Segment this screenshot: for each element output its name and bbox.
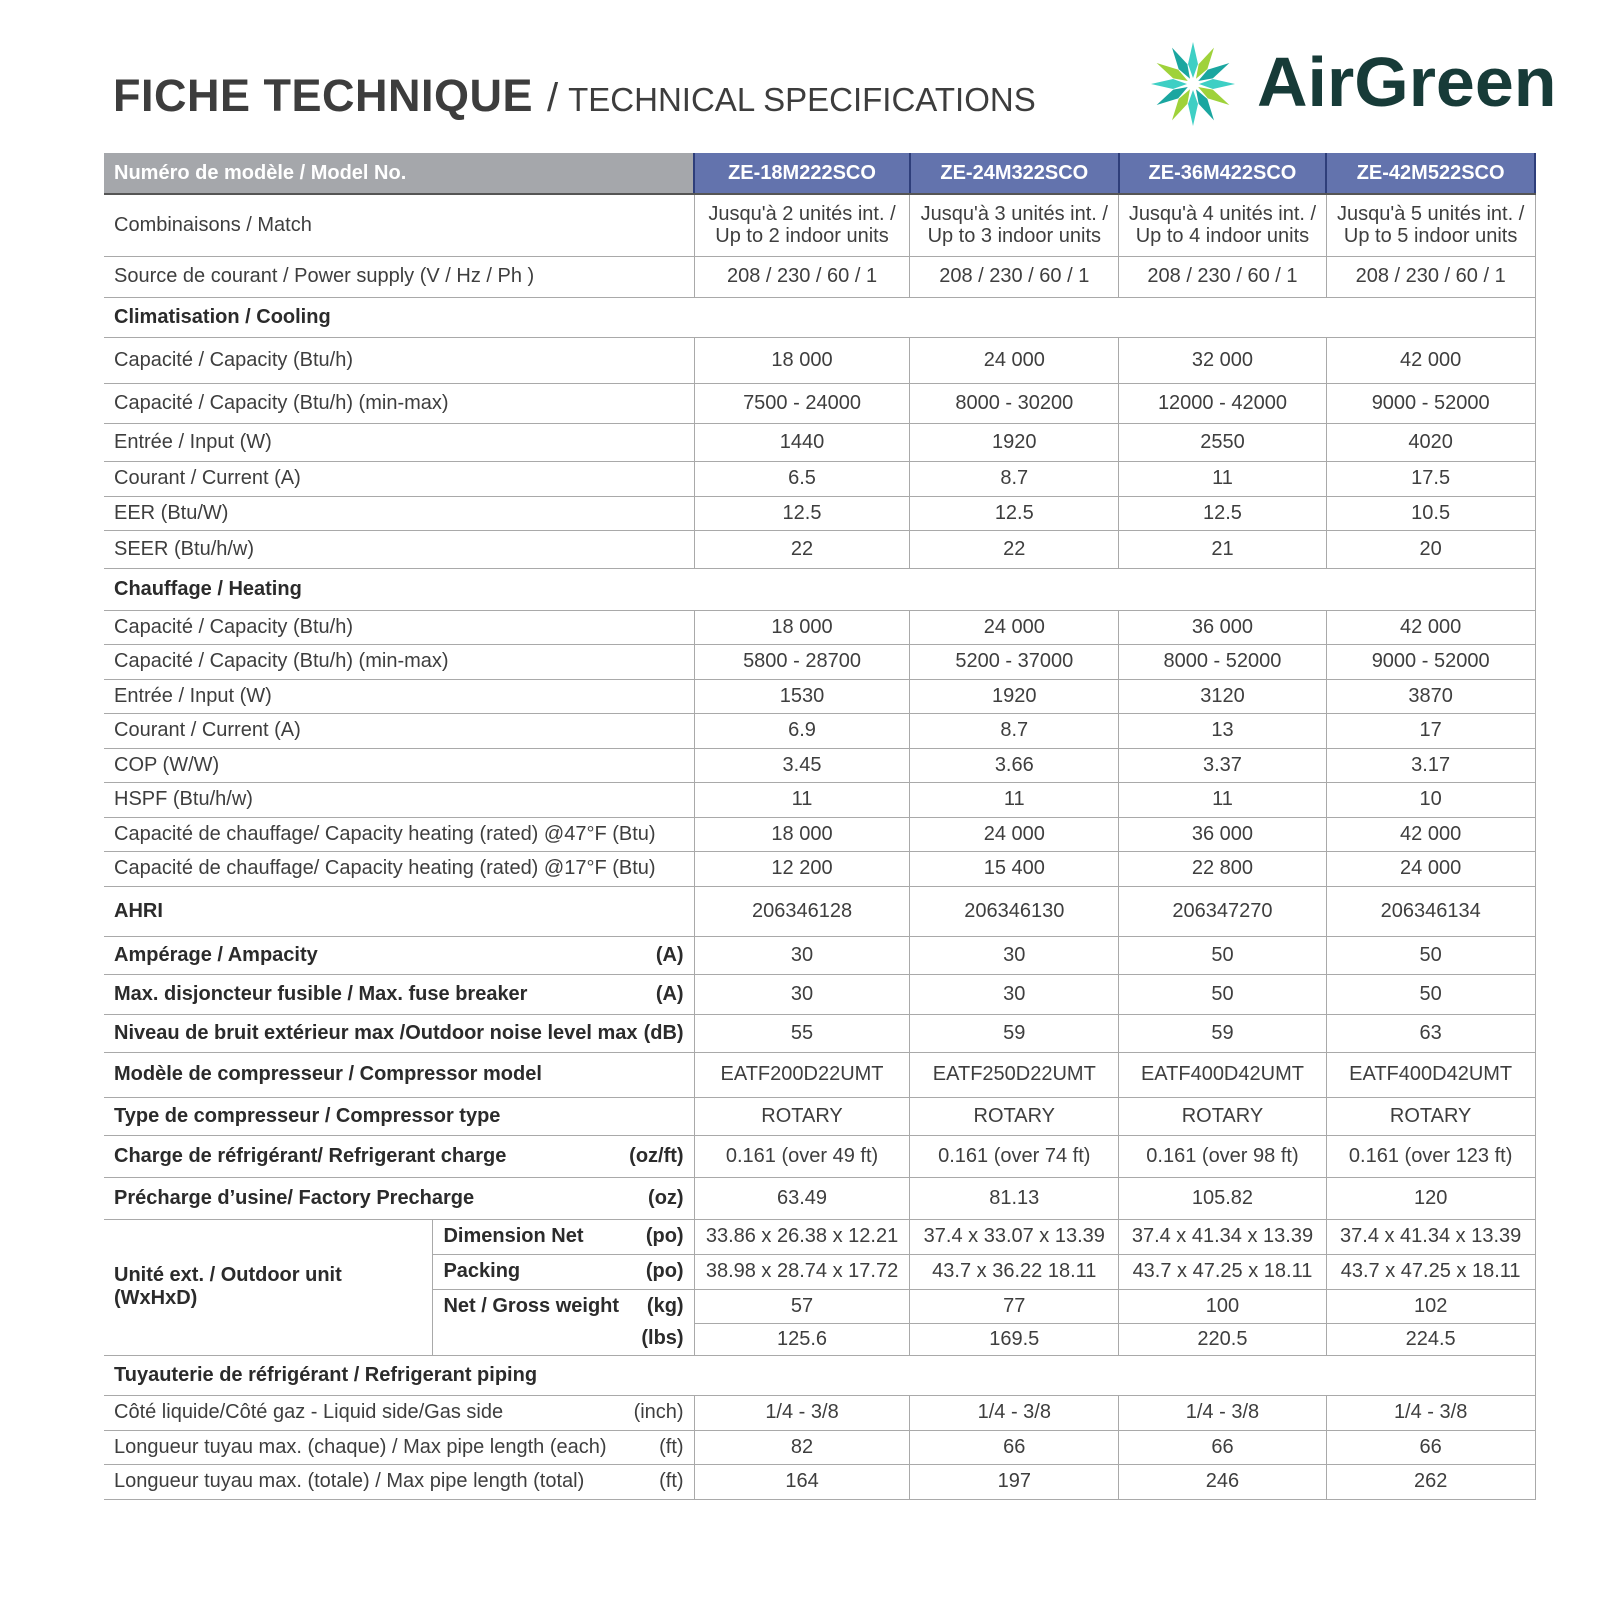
heating-row xyxy=(104,851,1535,886)
value-cell: 6.5 xyxy=(694,461,910,496)
compressor-type-row xyxy=(104,1097,1535,1135)
value-cell: 125.6 xyxy=(694,1323,910,1355)
match-fr: Jusqu'à 3 unités int. / xyxy=(920,203,1108,226)
value-cell: 102 xyxy=(1326,1289,1535,1323)
value-cell: 30 xyxy=(694,974,910,1014)
value-cell: 0.161 (over 49 ft) xyxy=(694,1135,910,1177)
unit-text: (A) xyxy=(655,982,684,1005)
value-cell: 100 xyxy=(1119,1289,1327,1323)
match-en: Up to 3 indoor units xyxy=(927,225,1101,248)
label-text: AHRI xyxy=(114,899,163,922)
label-text: Capacité de chauffage/ Capacity heating (rated) @47°F (Btu) xyxy=(114,822,656,845)
heating-row xyxy=(104,748,1535,782)
label-text: Courant / Current (A) xyxy=(114,467,301,489)
value-cell: 18 000 xyxy=(694,610,910,644)
unit-text: (oz/ft) xyxy=(629,1144,684,1167)
section-title: Chauffage / Heating xyxy=(104,568,1535,610)
value-cell: 24 000 xyxy=(910,337,1119,383)
label-text: Net / Gross weight xyxy=(443,1294,620,1317)
label-text: Type de compresseur / Compressor type xyxy=(114,1104,501,1127)
section-title: Tuyauterie de réfrigérant / Refrigerant piping xyxy=(104,1355,1535,1395)
value-cell: 262 xyxy=(1326,1464,1535,1499)
cooling-row xyxy=(104,530,1535,568)
value-cell: 15 400 xyxy=(910,851,1119,886)
outdoor-sublabel xyxy=(433,1289,694,1323)
value-cell: 206347270 xyxy=(1119,886,1327,936)
title-separator: / xyxy=(547,76,559,120)
row-label xyxy=(104,461,694,496)
value-cell: 8000 - 30200 xyxy=(910,383,1119,423)
heating-row xyxy=(104,644,1535,679)
value-cell: 169.5 xyxy=(910,1323,1119,1355)
value-cell: 50 xyxy=(1326,974,1535,1014)
piping-row xyxy=(104,1395,1535,1430)
value-cell: 22 xyxy=(910,530,1119,568)
model-label: Numéro de modèle / Model No. xyxy=(104,153,694,194)
match-en: Up to 4 indoor units xyxy=(1135,225,1310,248)
row-label xyxy=(104,530,694,568)
label-text: Combinaisons / Match xyxy=(114,213,312,236)
row-label xyxy=(104,1014,694,1052)
value-cell: 57 xyxy=(694,1289,910,1323)
value-cell: 43.7 x 47.25 x 18.11 xyxy=(1119,1254,1327,1289)
label-text: Capacité de chauffage/ Capacity heating (rated) @17°F (Btu) xyxy=(114,857,656,879)
value-cell: 120 xyxy=(1326,1177,1535,1219)
row-label xyxy=(104,782,694,817)
label-text: Charge de réfrigérant/ Refrigerant charge xyxy=(114,1144,507,1167)
value-cell: 43.7 x 47.25 x 18.11 xyxy=(1326,1254,1535,1289)
value-cell: 38.98 x 28.74 x 17.72 xyxy=(694,1254,910,1289)
value-cell: EATF400D42UMT xyxy=(1119,1052,1327,1097)
unit-text: (po) xyxy=(645,1225,684,1247)
cooling-row xyxy=(104,383,1535,423)
row-label xyxy=(104,337,694,383)
row-label xyxy=(104,194,694,256)
value-cell: 3120 xyxy=(1119,679,1327,713)
ampacity-row xyxy=(104,936,1535,974)
label-text: Capacité / Capacity (Btu/h) (min-max) xyxy=(114,391,449,414)
logo-petal xyxy=(1151,79,1187,89)
unit-text: (ft) xyxy=(659,1470,684,1492)
value-cell: 36 000 xyxy=(1119,817,1327,851)
value-cell: ROTARY xyxy=(1326,1097,1535,1135)
logo-petal xyxy=(1199,79,1235,89)
value-cell: 3.37 xyxy=(1119,748,1327,782)
label-text: Dimension Net xyxy=(443,1225,584,1247)
row-label xyxy=(104,886,694,936)
value-cell: 197 xyxy=(910,1464,1119,1499)
value-cell: 50 xyxy=(1119,974,1327,1014)
match-cell xyxy=(1326,194,1535,256)
label-text: Modèle de compresseur / Compressor model xyxy=(114,1063,542,1085)
label-text: COP (W/W) xyxy=(114,753,220,776)
value-cell: EATF250D22UMT xyxy=(910,1052,1119,1097)
value-cell: 63.49 xyxy=(694,1177,910,1219)
match-fr: Jusqu'à 2 unités int. / xyxy=(708,203,896,226)
value-cell: 30 xyxy=(694,936,910,974)
value-cell: 13 xyxy=(1119,713,1327,748)
label-text: Côté liquide/Côté gaz - Liquid side/Gas side xyxy=(114,1401,504,1423)
row-label xyxy=(104,817,694,851)
title-sub: TECHNICAL SPECIFICATIONS xyxy=(568,81,1036,118)
value-cell: 50 xyxy=(1326,936,1535,974)
compressor-model-row xyxy=(104,1052,1535,1097)
title-main: FICHE TECHNIQUE xyxy=(113,70,534,121)
value-cell: 1440 xyxy=(694,423,910,461)
value-cell: 220.5 xyxy=(1119,1323,1327,1355)
unit-text: (A) xyxy=(655,943,684,966)
value-cell: 18 000 xyxy=(694,337,910,383)
value-cell: 3.66 xyxy=(910,748,1119,782)
fuse-row xyxy=(104,974,1535,1014)
value-cell: 21 xyxy=(1119,530,1327,568)
label-text: Capacité / Capacity (Btu/h) xyxy=(114,348,353,371)
value-cell: ROTARY xyxy=(694,1097,910,1135)
value-cell: EATF200D22UMT xyxy=(694,1052,910,1097)
value-cell: 3.45 xyxy=(694,748,910,782)
value-cell: 66 xyxy=(910,1430,1119,1464)
row-label xyxy=(104,1430,694,1464)
value-cell: 30 xyxy=(910,936,1119,974)
label-text: HSPF (Btu/h/w) xyxy=(114,788,253,810)
section-title: Climatisation / Cooling xyxy=(104,297,1535,337)
value-cell: ROTARY xyxy=(1119,1097,1327,1135)
value-cell: 11 xyxy=(1119,782,1327,817)
value-cell: 9000 - 52000 xyxy=(1326,383,1535,423)
value-cell: ROTARY xyxy=(910,1097,1119,1135)
cooling-row xyxy=(104,496,1535,530)
value-cell: 1920 xyxy=(910,423,1119,461)
outdoor-unit-label xyxy=(104,1219,433,1355)
match-cell xyxy=(694,194,910,256)
outdoor-label-line2: (WxHxD) xyxy=(114,1287,198,1309)
piping-row xyxy=(104,1430,1535,1464)
value-cell: 43.7 x 36.22 18.11 xyxy=(910,1254,1119,1289)
heating-row xyxy=(104,817,1535,851)
noise-row xyxy=(104,1014,1535,1052)
snowflake-logo-icon xyxy=(1145,38,1245,130)
value-cell: 224.5 xyxy=(1326,1323,1535,1355)
brand-name: AirGreen xyxy=(1257,43,1557,121)
value-cell: 0.161 (over 74 ft) xyxy=(910,1135,1119,1177)
value-cell: 37.4 x 41.34 x 13.39 xyxy=(1119,1219,1327,1254)
value-cell: 208 / 230 / 60 / 1 xyxy=(910,256,1119,297)
label-text: Précharge d’usine/ Factory Precharge xyxy=(114,1186,475,1209)
row-label xyxy=(104,1052,694,1097)
value-cell: 66 xyxy=(1326,1430,1535,1464)
value-cell: 11 xyxy=(910,782,1119,817)
value-cell: 206346134 xyxy=(1326,886,1535,936)
value-cell: 32 000 xyxy=(1119,337,1327,383)
value-cell: 59 xyxy=(910,1014,1119,1052)
match-cell xyxy=(1119,194,1327,256)
value-cell: 9000 - 52000 xyxy=(1326,644,1535,679)
row-label xyxy=(104,383,694,423)
value-cell: 20 xyxy=(1326,530,1535,568)
airgreen-logo xyxy=(1145,38,1565,130)
value-cell: EATF400D42UMT xyxy=(1326,1052,1535,1097)
match-fr: Jusqu'à 5 unités int. / xyxy=(1337,203,1525,226)
row-label xyxy=(104,748,694,782)
row-label xyxy=(104,936,694,974)
value-cell: 42 000 xyxy=(1326,337,1535,383)
value-cell: 5200 - 37000 xyxy=(910,644,1119,679)
value-cell: 33.86 x 26.38 x 12.21 xyxy=(694,1219,910,1254)
value-cell: 77 xyxy=(910,1289,1119,1323)
value-cell: 10.5 xyxy=(1326,496,1535,530)
value-cell: 17 xyxy=(1326,713,1535,748)
value-cell: 37.4 x 33.07 x 13.39 xyxy=(910,1219,1119,1254)
value-cell: 7500 - 24000 xyxy=(694,383,910,423)
label-text: Capacité / Capacity (Btu/h) (min-max) xyxy=(114,650,449,672)
value-cell: 4020 xyxy=(1326,423,1535,461)
piping-section xyxy=(104,1355,1535,1395)
value-cell: 12000 - 42000 xyxy=(1119,383,1327,423)
heating-row xyxy=(104,782,1535,817)
value-cell: 3870 xyxy=(1326,679,1535,713)
value-cell: 2550 xyxy=(1119,423,1327,461)
heating-row xyxy=(104,610,1535,644)
cooling-row xyxy=(104,461,1535,496)
value-cell: 24 000 xyxy=(910,817,1119,851)
row-label xyxy=(104,1177,694,1219)
unit-text: (ft) xyxy=(659,1435,684,1458)
match-row xyxy=(104,194,1535,256)
unit-text: (kg) xyxy=(646,1294,684,1317)
match-en: Up to 5 indoor units xyxy=(1343,225,1518,248)
value-cell: 18 000 xyxy=(694,817,910,851)
row-label xyxy=(104,1395,694,1430)
value-cell: 24 000 xyxy=(1326,851,1535,886)
heating-row xyxy=(104,713,1535,748)
label-text: Source de courant / Power supply (V / Hz / Ph ) xyxy=(114,265,535,287)
value-cell: 1920 xyxy=(910,679,1119,713)
row-label xyxy=(104,256,694,297)
value-cell: 12.5 xyxy=(910,496,1119,530)
label-text: Packing xyxy=(443,1260,521,1282)
label-text: Ampérage / Ampacity xyxy=(114,943,318,966)
value-cell: 12.5 xyxy=(1119,496,1327,530)
value-cell: 208 / 230 / 60 / 1 xyxy=(694,256,910,297)
logo-petal xyxy=(1188,42,1198,78)
value-cell: 8.7 xyxy=(910,713,1119,748)
heating-row xyxy=(104,679,1535,713)
ahri-row xyxy=(104,886,1535,936)
row-label xyxy=(104,851,694,886)
row-label xyxy=(104,679,694,713)
match-fr: Jusqu'à 4 unités int. / xyxy=(1128,203,1317,226)
label-text: Courant / Current (A) xyxy=(114,719,301,741)
value-cell: 12 200 xyxy=(694,851,910,886)
outdoor-sublabel xyxy=(433,1219,694,1254)
value-cell: 1/4 - 3/8 xyxy=(694,1395,910,1430)
value-cell: 12.5 xyxy=(694,496,910,530)
model-name: ZE-36M422SCO xyxy=(1119,153,1327,194)
value-cell: 50 xyxy=(1119,936,1327,974)
value-cell: 1/4 - 3/8 xyxy=(1119,1395,1327,1430)
label-text: Entrée / Input (W) xyxy=(114,430,272,453)
value-cell: 246 xyxy=(1119,1464,1327,1499)
unit-text: (lbs) xyxy=(641,1327,684,1350)
cooling-row xyxy=(104,337,1535,383)
value-cell: 208 / 230 / 60 / 1 xyxy=(1119,256,1327,297)
row-label xyxy=(104,713,694,748)
unit-text: (oz) xyxy=(648,1186,684,1209)
value-cell: 105.82 xyxy=(1119,1177,1327,1219)
value-cell: 11 xyxy=(1119,461,1327,496)
value-cell: 66 xyxy=(1119,1430,1327,1464)
value-cell: 164 xyxy=(694,1464,910,1499)
outdoor-sublabel xyxy=(433,1323,694,1355)
piping-row xyxy=(104,1464,1535,1499)
model-name: ZE-24M322SCO xyxy=(910,153,1119,194)
precharge-row xyxy=(104,1177,1535,1219)
value-cell: 1/4 - 3/8 xyxy=(910,1395,1119,1430)
value-cell: 0.161 (over 98 ft) xyxy=(1119,1135,1327,1177)
header-row xyxy=(104,153,1535,194)
label-text: Max. disjoncteur fusible / Max. fuse breaker xyxy=(114,982,528,1005)
value-cell: 81.13 xyxy=(910,1177,1119,1219)
value-cell: 37.4 x 41.34 x 13.39 xyxy=(1326,1219,1535,1254)
value-cell: 42 000 xyxy=(1326,610,1535,644)
row-label xyxy=(104,974,694,1014)
value-cell: 11 xyxy=(694,782,910,817)
cooling-section xyxy=(104,297,1535,337)
value-cell: 82 xyxy=(694,1430,910,1464)
value-cell: 1/4 - 3/8 xyxy=(1326,1395,1535,1430)
label-text: Capacité / Capacity (Btu/h) xyxy=(114,615,353,638)
value-cell: 30 xyxy=(910,974,1119,1014)
match-cell xyxy=(910,194,1119,256)
unit-text: (po) xyxy=(645,1260,684,1282)
refrigerant-charge-row xyxy=(104,1135,1535,1177)
value-cell: 206346128 xyxy=(694,886,910,936)
value-cell: 10 xyxy=(1326,782,1535,817)
unit-text: (inch) xyxy=(633,1401,684,1423)
row-label xyxy=(104,496,694,530)
label-text: Niveau de bruit extérieur max /Outdoor noise level max xyxy=(114,1021,638,1044)
cooling-row xyxy=(104,423,1535,461)
row-label xyxy=(104,1097,694,1135)
row-label xyxy=(104,1135,694,1177)
match-en: Up to 2 indoor units xyxy=(715,225,889,248)
page-title xyxy=(113,70,1036,130)
value-cell: 42 000 xyxy=(1326,817,1535,851)
value-cell: 0.161 (over 123 ft) xyxy=(1326,1135,1535,1177)
value-cell: 59 xyxy=(1119,1014,1327,1052)
label-text: EER (Btu/W) xyxy=(114,501,229,524)
unit-text: (dB) xyxy=(643,1021,684,1044)
value-cell: 22 800 xyxy=(1119,851,1327,886)
value-cell: 3.17 xyxy=(1326,748,1535,782)
value-cell: 206346130 xyxy=(910,886,1119,936)
value-cell: 1530 xyxy=(694,679,910,713)
row-label xyxy=(104,423,694,461)
logo-petal xyxy=(1188,90,1198,126)
label-text: Entrée / Input (W) xyxy=(114,684,272,707)
power-row xyxy=(104,256,1535,297)
value-cell: 6.9 xyxy=(694,713,910,748)
outdoor-row xyxy=(104,1219,1535,1254)
value-cell: 8000 - 52000 xyxy=(1119,644,1327,679)
value-cell: 17.5 xyxy=(1326,461,1535,496)
model-name: ZE-42M522SCO xyxy=(1326,153,1535,194)
spec-table xyxy=(104,153,1536,1500)
row-label xyxy=(104,1464,694,1499)
value-cell: 55 xyxy=(694,1014,910,1052)
label-text: Longueur tuyau max. (chaque) / Max pipe length (each) xyxy=(114,1435,607,1458)
label-text: Longueur tuyau max. (totale) / Max pipe length (total) xyxy=(114,1470,585,1492)
row-label xyxy=(104,610,694,644)
value-cell: 208 / 230 / 60 / 1 xyxy=(1326,256,1535,297)
value-cell: 8.7 xyxy=(910,461,1119,496)
model-name: ZE-18M222SCO xyxy=(694,153,910,194)
row-label xyxy=(104,644,694,679)
value-cell: 24 000 xyxy=(910,610,1119,644)
heating-section xyxy=(104,568,1535,610)
outdoor-sublabel xyxy=(433,1254,694,1289)
value-cell: 63 xyxy=(1326,1014,1535,1052)
outdoor-label-line1: Unité ext. / Outdoor unit xyxy=(114,1264,342,1286)
value-cell: 5800 - 28700 xyxy=(694,644,910,679)
value-cell: 36 000 xyxy=(1119,610,1327,644)
value-cell: 22 xyxy=(694,530,910,568)
label-text: SEER (Btu/h/w) xyxy=(114,537,255,560)
